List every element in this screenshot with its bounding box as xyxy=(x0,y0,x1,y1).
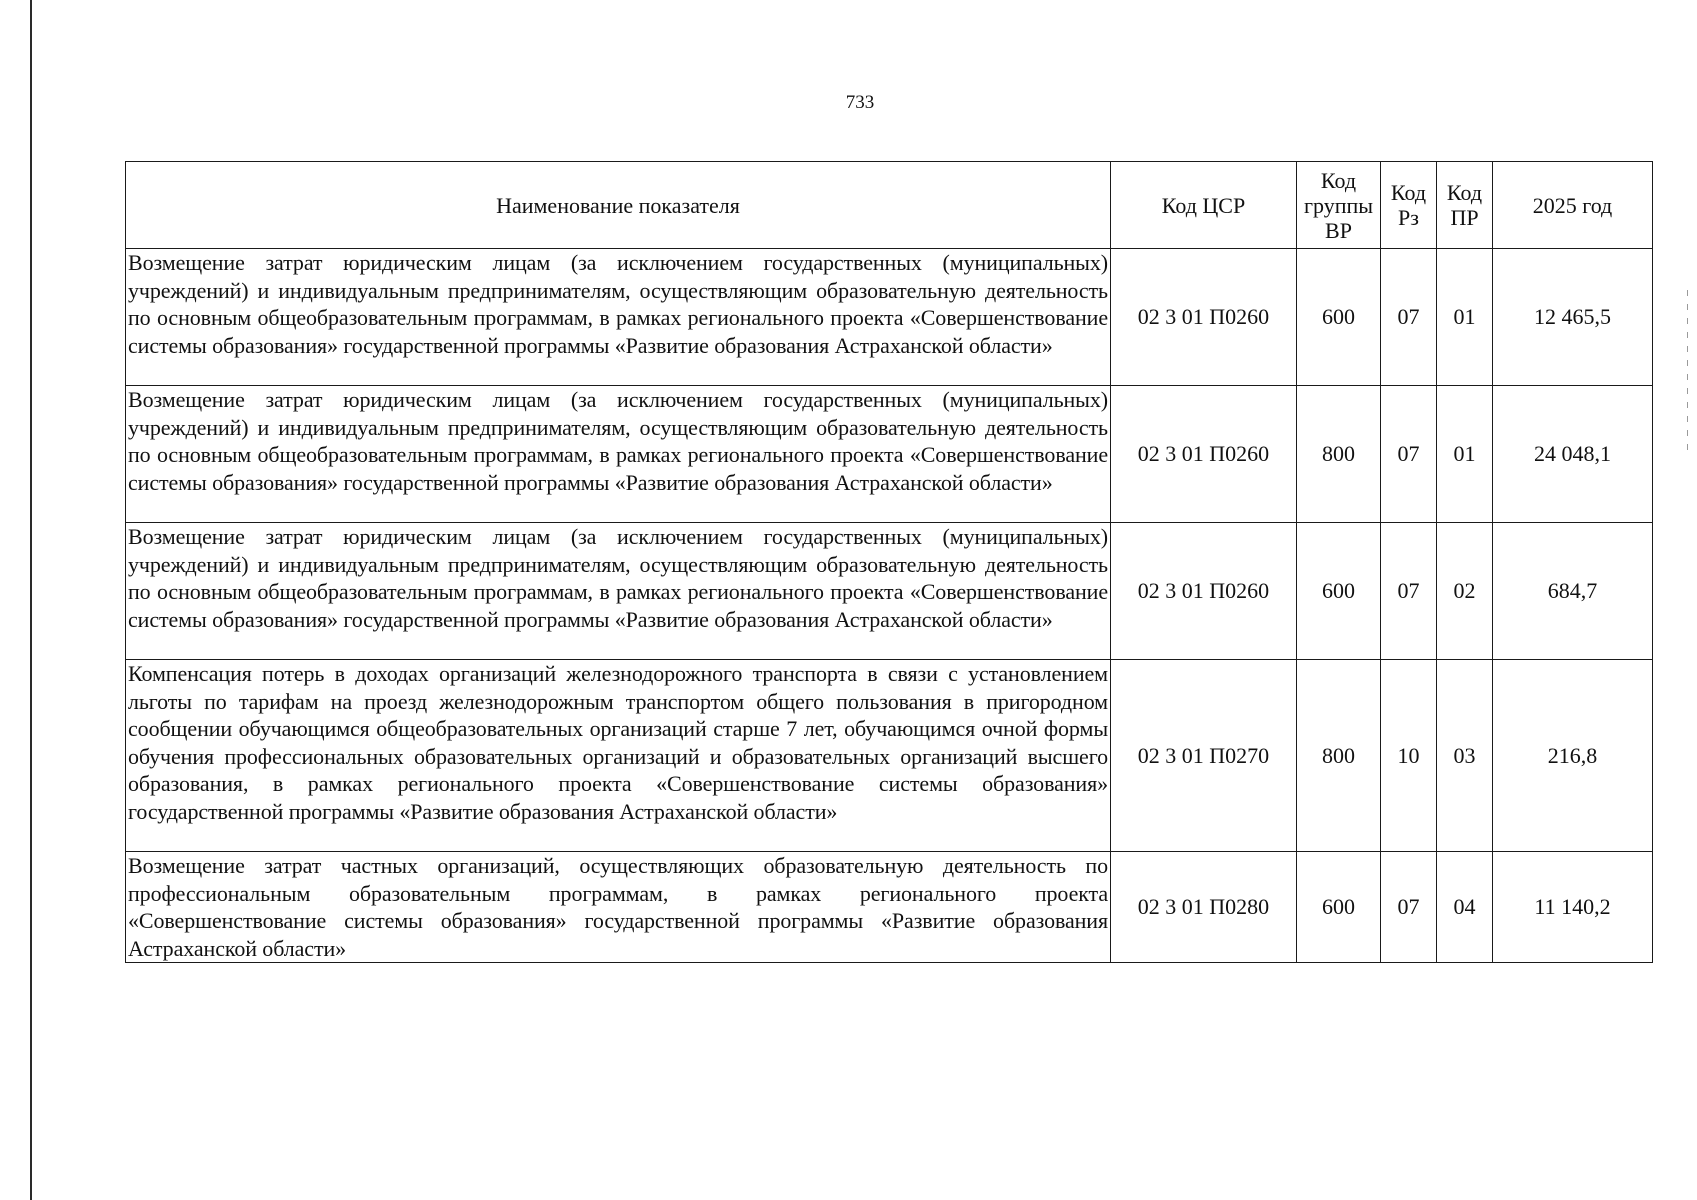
pr-code: 01 xyxy=(1437,386,1493,523)
csr-code: 02 3 01 П0260 xyxy=(1111,249,1297,386)
csr-code: 02 3 01 П0260 xyxy=(1111,386,1297,523)
budget-table xyxy=(125,161,1653,963)
table-body xyxy=(126,249,1653,963)
rz-code: 07 xyxy=(1381,386,1437,523)
vr-code: 600 xyxy=(1297,249,1381,386)
pr-code: 03 xyxy=(1437,660,1493,852)
indicator-name: Возмещение затрат юридическим лицам (за исключением государственных (муниципальных) учреждений) и индивидуальным предпринимателям, осуществляющим образовательную деятельность по основным общеобразовательным программам, в рамках регионального проекта «Совершенствование системы образования» государственной программы «Развитие образования Астраханской области» xyxy=(126,249,1111,386)
header-rz-code: Код Рз xyxy=(1381,162,1437,249)
table-header xyxy=(126,162,1653,249)
table-row xyxy=(126,386,1653,523)
vr-code: 600 xyxy=(1297,523,1381,660)
table-row xyxy=(126,249,1653,386)
indicator-name: Компенсация потерь в доходах организаций железнодорожного транспорта в связи с установлением льготы по тарифам на проезд железнодорожным транспортом общего пользования в пригородном сообщении обучающимся общеобразовательных организаций старше 7 лет, обучающимся очной формы обучения профессиональных образовательных организаций и образовательных организаций высшего образования, в рамках регионального проекта «Совершенствование системы образования» государственной программы «Развитие образования Астраханской области» xyxy=(126,660,1111,852)
rz-code: 10 xyxy=(1381,660,1437,852)
csr-code: 02 3 01 П0270 xyxy=(1111,660,1297,852)
header-row xyxy=(126,162,1653,249)
header-csr-code: Код ЦСР xyxy=(1111,162,1297,249)
vr-code: 800 xyxy=(1297,660,1381,852)
rz-code: 07 xyxy=(1381,852,1437,963)
header-pr-code: Код ПР xyxy=(1437,162,1493,249)
amount-2025: 216,8 xyxy=(1493,660,1653,852)
indicator-name: Возмещение затрат частных организаций, осуществляющих образовательную деятельность по профессиональным образовательным программам, в рамках регионального проекта «Совершенствование системы образования» государственной программы «Развитие образования Астраханской области» xyxy=(126,852,1111,963)
table-row xyxy=(126,660,1653,852)
scan-edge-line xyxy=(30,0,32,1200)
header-vr-group-code: Код группы ВР xyxy=(1297,162,1381,249)
csr-code: 02 3 01 П0260 xyxy=(1111,523,1297,660)
amount-2025: 684,7 xyxy=(1493,523,1653,660)
header-year-2025: 2025 год xyxy=(1493,162,1653,249)
page-number: 733 xyxy=(845,92,875,113)
table-row xyxy=(126,523,1653,660)
indicator-name: Возмещение затрат юридическим лицам (за исключением государственных (муниципальных) учреждений) и индивидуальным предпринимателям, осуществляющим образовательную деятельность по основным общеобразовательным программам, в рамках регионального проекта «Совершенствование системы образования» государственной программы «Развитие образования Астраханской области» xyxy=(126,523,1111,660)
indicator-name: Возмещение затрат юридическим лицам (за исключением государственных (муниципальных) учреждений) и индивидуальным предпринимателям, осуществляющим образовательную деятельность по основным общеобразовательным программам, в рамках регионального проекта «Совершенствование системы образования» государственной программы «Развитие образования Астраханской области» xyxy=(126,386,1111,523)
table-row xyxy=(126,852,1653,963)
rz-code: 07 xyxy=(1381,523,1437,660)
amount-2025: 12 465,5 xyxy=(1493,249,1653,386)
pr-code: 04 xyxy=(1437,852,1493,963)
vr-code: 600 xyxy=(1297,852,1381,963)
csr-code: 02 3 01 П0280 xyxy=(1111,852,1297,963)
pr-code: 02 xyxy=(1437,523,1493,660)
amount-2025: 11 140,2 xyxy=(1493,852,1653,963)
scan-edge-marks xyxy=(1687,290,1688,450)
amount-2025: 24 048,1 xyxy=(1493,386,1653,523)
rz-code: 07 xyxy=(1381,249,1437,386)
header-indicator-name: Наименование показателя xyxy=(126,162,1111,249)
pr-code: 01 xyxy=(1437,249,1493,386)
vr-code: 800 xyxy=(1297,386,1381,523)
